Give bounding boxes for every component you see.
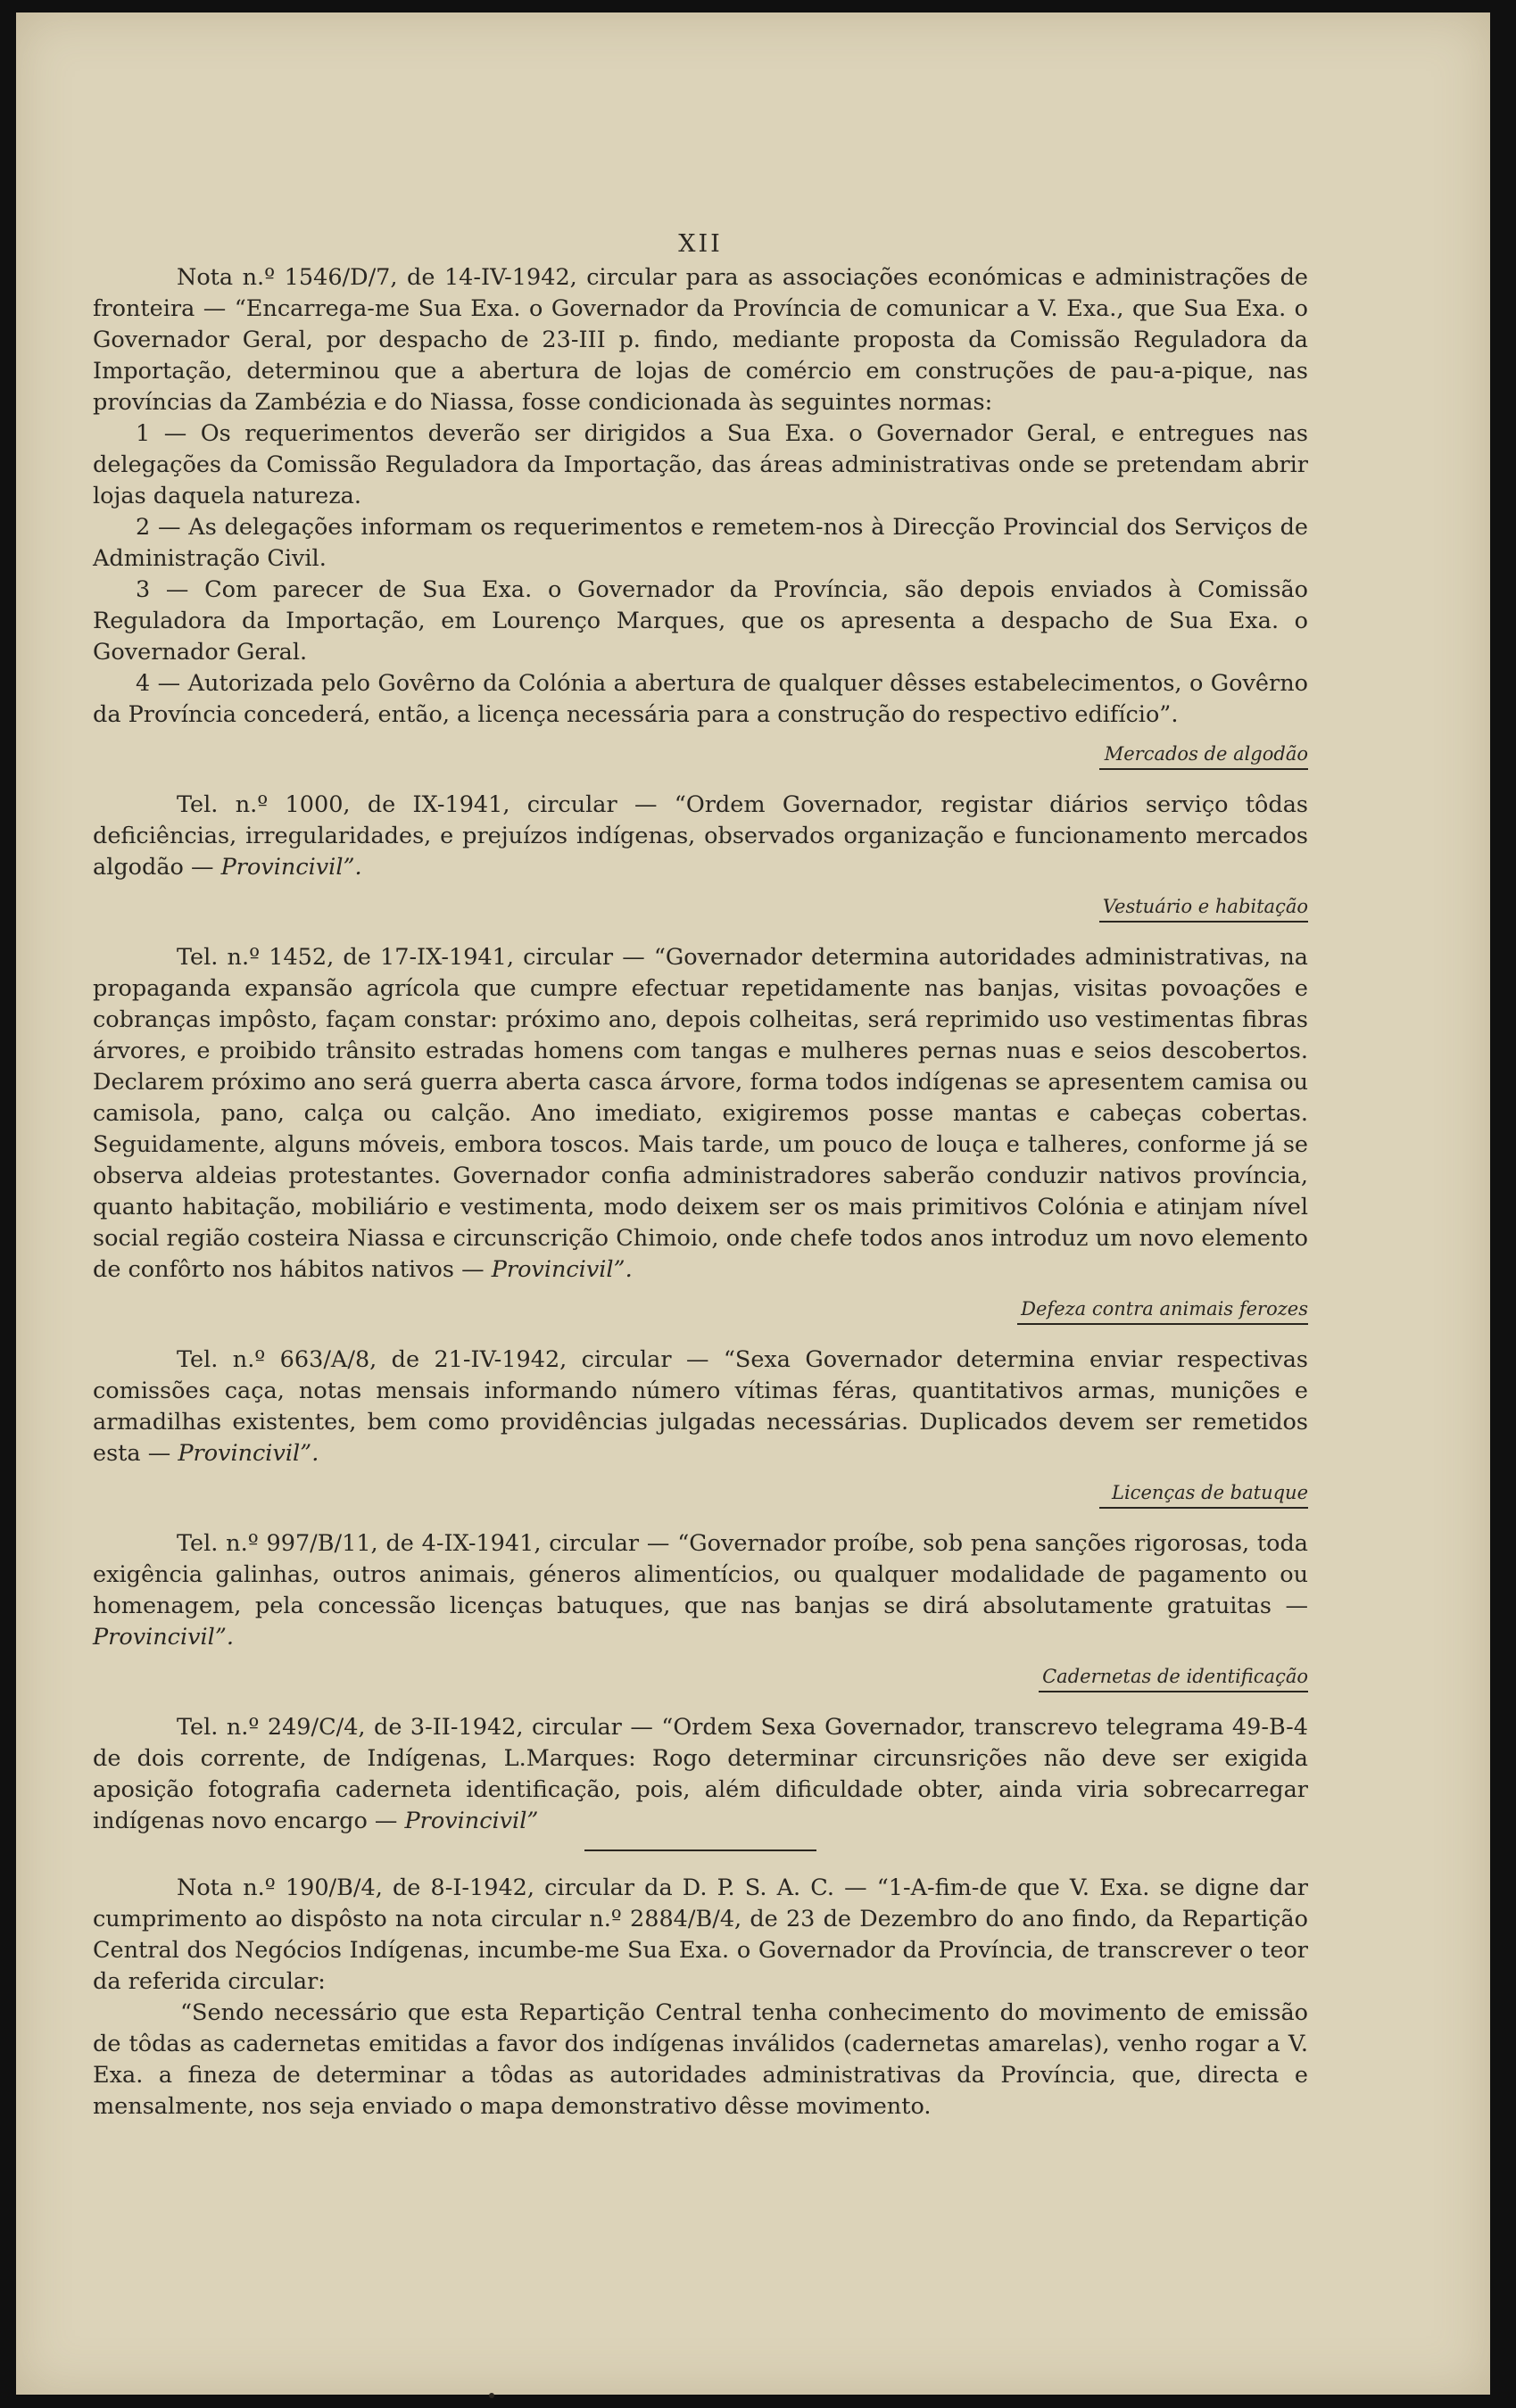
section-paragraph	[93, 790, 1308, 883]
intro-item-4: 4 — Autorizada pelo Govêrno da Colónia a abertura de qualquer dêsses estabelecimentos, o Govêrno da Província concederá, então, a licença necessária para a construção do respectivo edifício”.	[93, 670, 1308, 728]
section-heading: Cadernetas de identificação	[1039, 1664, 1308, 1692]
paragraph-text: Tel. n.º 663/A/8, de 21-IV-1942, circular — “Sexa Governador determina enviar respectivas comissões caça, notas mensais informando número vítimas féras, quantitativos armas, munições e armadilhas existentes, bem como providências julgadas necessárias. Duplicados devem ser remetidos esta —	[93, 1346, 1308, 1467]
document-page	[16, 12, 1490, 2395]
section-licencas	[93, 1477, 1308, 1653]
signature: Provincivil”.	[178, 1440, 319, 1467]
intro-paragraph: Nota n.º 1546/D/7, de 14-IV-1942, circular para as associações económicas e administrações de fronteira — “Encarrega-me Sua Exa. o Governador da Província de comunicar a V. Exa., que Sua Exa. o Governador Geral, por despacho de 23-III p. findo, mediante proposta da Comissão Reguladora da Importação, determinou que a abertura de lojas de comércio em construções de pau-a-pique, nas províncias da Zambézia e do Niassa, fosse condicionada às seguintes normas:	[93, 264, 1308, 416]
signature: Provincivil”.	[491, 1256, 633, 1283]
section-heading: Defeza contra animais ferozes	[1017, 1296, 1308, 1325]
signature: Provincivil”.	[93, 1624, 234, 1651]
section-nota-final	[93, 1873, 1308, 2123]
section-cadernetas	[93, 1660, 1308, 1837]
signature: Provincivil”.	[220, 854, 362, 881]
intro-item-2: 2 — As delegações informam os requerimentos e remetem-nos à Direcção Provincial dos Serviços de Administração Civil.	[93, 514, 1308, 572]
page-number: XII	[678, 230, 723, 258]
section-intro	[93, 262, 1308, 731]
intro-item-3: 3 — Com parecer de Sua Exa. o Governador da Província, são depois enviados à Comissão Reguladora da Importação, em Lourenço Marques, que os apresenta a despacho de Sua Exa. o Governador Geral.	[93, 576, 1308, 666]
intro-item-1: 1 — Os requerimentos deverão ser dirigidos a Sua Exa. o Governador Geral, e entregues nas delegações da Comissão Reguladora da Importação, das áreas administrativas onde se pretendam abrir lojas daquela natureza.	[93, 420, 1308, 509]
bottom-dot-mark	[489, 2393, 494, 2398]
paragraph-text: Tel. n.º 249/C/4, de 3-II-1942, circular — “Ordem Sexa Governador, transcrevo telegrama 49-B-4 de dois corrente, de Indígenas, L.Marques: Rogo determinar circunsrições não deve ser exigida aposição fotografia caderneta identificação, pois, além dificuldade obter, ainda viria sobrecarregar indígenas novo encargo —	[93, 1714, 1308, 1834]
section-heading: Mercados de algodão	[1099, 741, 1308, 770]
section-paragraph	[93, 942, 1308, 1286]
section-heading: Vestuário e habitação	[1099, 894, 1308, 923]
paragraph-text: Tel. n.º 1000, de IX-1941, circular — “Ordem Governador, registar diários serviço tôdas deficiências, irregularidades, e prejuízos indígenas, observados organização e funcionamento mercados algodão —	[93, 791, 1308, 881]
section-heading: Licenças de batuque	[1099, 1480, 1308, 1509]
paragraph-text: Tel. n.º 1452, de 17-IX-1941, circular — “Governador determina autoridades administrativas, na propaganda expansão agrícola que cumpre efectuar repetidamente nas banjas, visitas povoações e cobranças impôsto, façam constar: próximo ano, depois colheitas, será reprimido uso vestimentas fibras árvores, e proibido trânsito estradas homens com tangas e mulheres pernas nuas e seios descobertos. Declarem próximo ano será guerra aberta casca árvore, forma todos indígenas se apresentem camisa ou camisola, pano, calça ou calção. Ano imediato, exigiremos posse mantas e cabeças cobertas. Seguidamente, alguns móveis, embora toscos. Mais tarde, um pouco de louça e talheres, conforme já se observa aldeias protestantes. Governador confia administradores saberão conduzir nativos província, quanto habitação, mobiliário e vestimenta, modo deixem ser os mais primitivos Colónia e atinjam nível social região costeira Niassa e circunscrição Chimoio, onde chefe todos anos introduz um novo elemento de confôrto nos hábitos nativos —	[93, 944, 1308, 1283]
signature: Provincivil”	[404, 1808, 539, 1834]
section-divider	[584, 1849, 816, 1851]
paragraph-text: Tel. n.º 997/B/11, de 4-IX-1941, circular — “Governador proíbe, sob pena sanções rigorosas, toda exigência galinhas, outros animais, géneros alimentícios, ou qualquer modalidade de pagamento ou homenagem, pela concessão licenças batuques, que nas banjas se dirá absolutamente gratuitas —	[93, 1530, 1308, 1619]
section-vestuario	[93, 890, 1308, 1286]
section-paragraph	[93, 1528, 1308, 1653]
section-paragraph	[93, 1712, 1308, 1837]
section-mercados	[93, 738, 1308, 883]
nota-quote: “Sendo necessário que esta Repartição Central tenha conhecimento do movimento de emissão de tôdas as cadernetas emitidas a favor dos indígenas inválidos (cadernetas amarelas), venho rogar a V. Exa. a fineza de determinar a tôdas as autoridades administrativas da Província, que, directa e mensalmente, nos seja enviado o mapa demonstrativo dêsse movimento.	[93, 1999, 1308, 2120]
section-defeza	[93, 1293, 1308, 1469]
nota-paragraph: Nota n.º 190/B/4, de 8-I-1942, circular da D. P. S. A. C. — “1-A-fim-de que V. Exa. se digne dar cumprimento ao dispôsto na nota circular n.º 2884/B/4, de 23 de Dezembro do ano findo, da Repartição Central dos Negócios Indígenas, incumbe-me Sua Exa. o Governador da Província, de transcrever o teor da referida circular:	[93, 1874, 1308, 1995]
page-body	[93, 219, 1308, 2123]
section-paragraph	[93, 1345, 1308, 1469]
